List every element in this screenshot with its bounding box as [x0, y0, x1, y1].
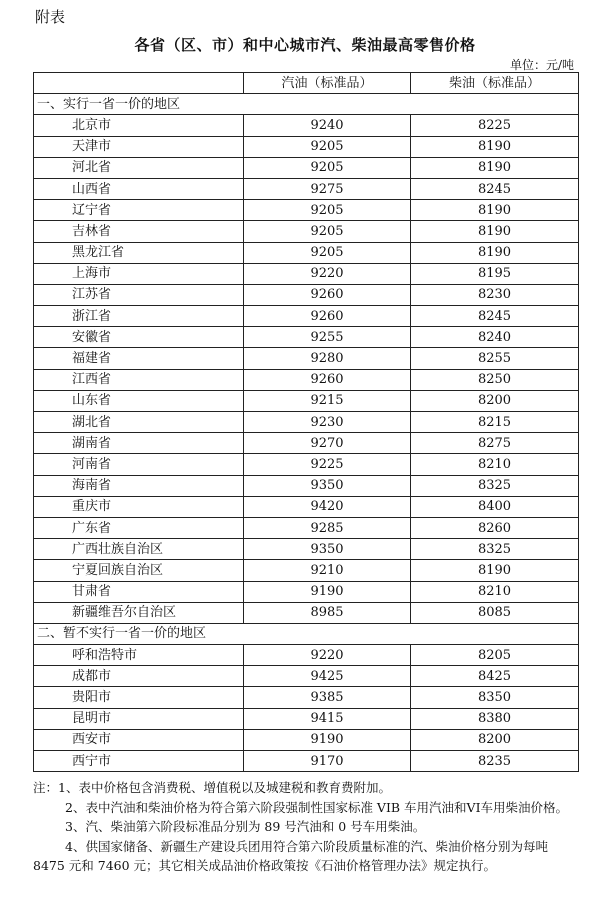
- note-1: 注：1、表中价格包含消费税、增值税以及城建税和教育费附加。: [33, 780, 391, 795]
- table-row: [34, 729, 579, 750]
- region-name: 成都市: [34, 666, 244, 687]
- diesel-price: 8200: [411, 729, 579, 750]
- note-3: 3、汽、柴油第六阶段标准品分别为 89 号汽油和 0 号车用柴油。: [65, 819, 426, 834]
- gasoline-price: 9270: [244, 433, 411, 454]
- diesel-price: 8190: [411, 560, 579, 581]
- table-row: [34, 539, 579, 560]
- gasoline-price: 9220: [244, 645, 411, 666]
- table-row: [34, 708, 579, 729]
- diesel-price: 8240: [411, 327, 579, 348]
- diesel-price: 8190: [411, 200, 579, 221]
- table-row: [34, 284, 579, 305]
- table-row: [34, 581, 579, 602]
- gasoline-price: 9385: [244, 687, 411, 708]
- diesel-price: 8380: [411, 708, 579, 729]
- table-row: [34, 602, 579, 623]
- gasoline-price: 9230: [244, 412, 411, 433]
- region-name: 浙江省: [34, 306, 244, 327]
- table-row: [34, 496, 579, 517]
- gasoline-price: 9240: [244, 115, 411, 136]
- notes: [33, 778, 578, 876]
- gasoline-price: 9425: [244, 666, 411, 687]
- gasoline-price: 9205: [244, 157, 411, 178]
- table-row: [34, 221, 579, 242]
- section-label: 二、暂不实行一省一价的地区: [34, 623, 579, 644]
- table-row: [34, 242, 579, 263]
- table-row: [34, 115, 579, 136]
- region-name: 福建省: [34, 348, 244, 369]
- table-row: [34, 390, 579, 411]
- gasoline-price: 9350: [244, 475, 411, 496]
- gasoline-price: 9190: [244, 729, 411, 750]
- section-row: [34, 623, 579, 644]
- region-name: 河南省: [34, 454, 244, 475]
- table-row: [34, 517, 579, 538]
- table-row: [34, 200, 579, 221]
- gasoline-price: 9255: [244, 327, 411, 348]
- header-region: [34, 73, 244, 94]
- diesel-price: 8215: [411, 412, 579, 433]
- table-body: [34, 94, 579, 772]
- region-name: 上海市: [34, 263, 244, 284]
- gasoline-price: 9190: [244, 581, 411, 602]
- table-row: [34, 348, 579, 369]
- diesel-price: 8325: [411, 475, 579, 496]
- table-row: [34, 687, 579, 708]
- region-name: 重庆市: [34, 496, 244, 517]
- region-name: 安徽省: [34, 327, 244, 348]
- diesel-price: 8230: [411, 284, 579, 305]
- gasoline-price: 9350: [244, 539, 411, 560]
- gasoline-price: 9205: [244, 200, 411, 221]
- gasoline-price: 9420: [244, 496, 411, 517]
- diesel-price: 8245: [411, 306, 579, 327]
- gasoline-price: 9275: [244, 178, 411, 199]
- diesel-price: 8210: [411, 454, 579, 475]
- table-row: [34, 327, 579, 348]
- gasoline-price: 9260: [244, 306, 411, 327]
- gasoline-price: 9215: [244, 390, 411, 411]
- table-row: [34, 412, 579, 433]
- diesel-price: 8325: [411, 539, 579, 560]
- diesel-price: 8255: [411, 348, 579, 369]
- region-name: 山西省: [34, 178, 244, 199]
- region-name: 天津市: [34, 136, 244, 157]
- region-name: 山东省: [34, 390, 244, 411]
- diesel-price: 8190: [411, 242, 579, 263]
- gasoline-price: 9205: [244, 221, 411, 242]
- gasoline-price: 9260: [244, 284, 411, 305]
- table-row: [34, 136, 579, 157]
- gasoline-price: 9225: [244, 454, 411, 475]
- gasoline-price: 9285: [244, 517, 411, 538]
- diesel-price: 8085: [411, 602, 579, 623]
- region-name: 广西壮族自治区: [34, 539, 244, 560]
- diesel-price: 8210: [411, 581, 579, 602]
- diesel-price: 8260: [411, 517, 579, 538]
- diesel-price: 8350: [411, 687, 579, 708]
- table-row: [34, 454, 579, 475]
- region-name: 海南省: [34, 475, 244, 496]
- table-row: [34, 178, 579, 199]
- region-name: 黑龙江省: [34, 242, 244, 263]
- table-row: [34, 666, 579, 687]
- region-name: 贵阳市: [34, 687, 244, 708]
- diesel-price: 8190: [411, 157, 579, 178]
- attachment-label: 附表: [35, 8, 66, 26]
- gasoline-price: 9205: [244, 136, 411, 157]
- diesel-price: 8250: [411, 369, 579, 390]
- region-name: 西宁市: [34, 751, 244, 772]
- region-name: 江西省: [34, 369, 244, 390]
- header-diesel: 柴油（标准品）: [411, 73, 579, 94]
- region-name: 湖南省: [34, 433, 244, 454]
- region-name: 辽宁省: [34, 200, 244, 221]
- region-name: 新疆维吾尔自治区: [34, 602, 244, 623]
- header-gasoline: 汽油（标准品）: [244, 73, 411, 94]
- table-row: [34, 263, 579, 284]
- table-row: [34, 369, 579, 390]
- region-name: 呼和浩特市: [34, 645, 244, 666]
- region-name: 宁夏回族自治区: [34, 560, 244, 581]
- region-name: 湖北省: [34, 412, 244, 433]
- region-name: 昆明市: [34, 708, 244, 729]
- table-row: [34, 157, 579, 178]
- diesel-price: 8275: [411, 433, 579, 454]
- gasoline-price: 9205: [244, 242, 411, 263]
- region-name: 甘肃省: [34, 581, 244, 602]
- table-header-row: [34, 73, 579, 94]
- note-2: 2、表中汽油和柴油价格为符合第六阶段强制性国家标准 VIB 车用汽油和VI车用柴油价格。: [65, 799, 569, 815]
- gasoline-price: 9210: [244, 560, 411, 581]
- table-row: [34, 475, 579, 496]
- table-row: [34, 645, 579, 666]
- region-name: 河北省: [34, 157, 244, 178]
- diesel-price: 8200: [411, 390, 579, 411]
- price-table: [33, 72, 579, 772]
- gasoline-price: 9220: [244, 263, 411, 284]
- table-row: [34, 433, 579, 454]
- gasoline-price: 9170: [244, 751, 411, 772]
- table-row: [34, 751, 579, 772]
- diesel-price: 8425: [411, 666, 579, 687]
- region-name: 西安市: [34, 729, 244, 750]
- page-title: 各省（区、市）和中心城市汽、柴油最高零售价格: [134, 36, 476, 54]
- gasoline-price: 9280: [244, 348, 411, 369]
- region-name: 北京市: [34, 115, 244, 136]
- region-name: 广东省: [34, 517, 244, 538]
- gasoline-price: 9415: [244, 708, 411, 729]
- section-label: 一、实行一省一价的地区: [34, 94, 579, 115]
- diesel-price: 8400: [411, 496, 579, 517]
- table-row: [34, 560, 579, 581]
- region-name: 江苏省: [34, 284, 244, 305]
- diesel-price: 8205: [411, 645, 579, 666]
- gasoline-price: 8985: [244, 602, 411, 623]
- diesel-price: 8195: [411, 263, 579, 284]
- diesel-price: 8235: [411, 751, 579, 772]
- table-row: [34, 306, 579, 327]
- diesel-price: 8190: [411, 136, 579, 157]
- diesel-price: 8245: [411, 178, 579, 199]
- gasoline-price: 9260: [244, 369, 411, 390]
- section-row: [34, 94, 579, 115]
- unit-label: 单位：元/吨: [509, 58, 574, 72]
- diesel-price: 8190: [411, 221, 579, 242]
- region-name: 吉林省: [34, 221, 244, 242]
- diesel-price: 8225: [411, 115, 579, 136]
- note-4: 4、供国家储备、新疆生产建设兵团用符合第六阶段质量标准的汽、柴油价格分别为每吨 8475 元和 7460 元；其它相关成品油价格政策按《石油价格管理办法》规定执行。: [33, 838, 548, 873]
